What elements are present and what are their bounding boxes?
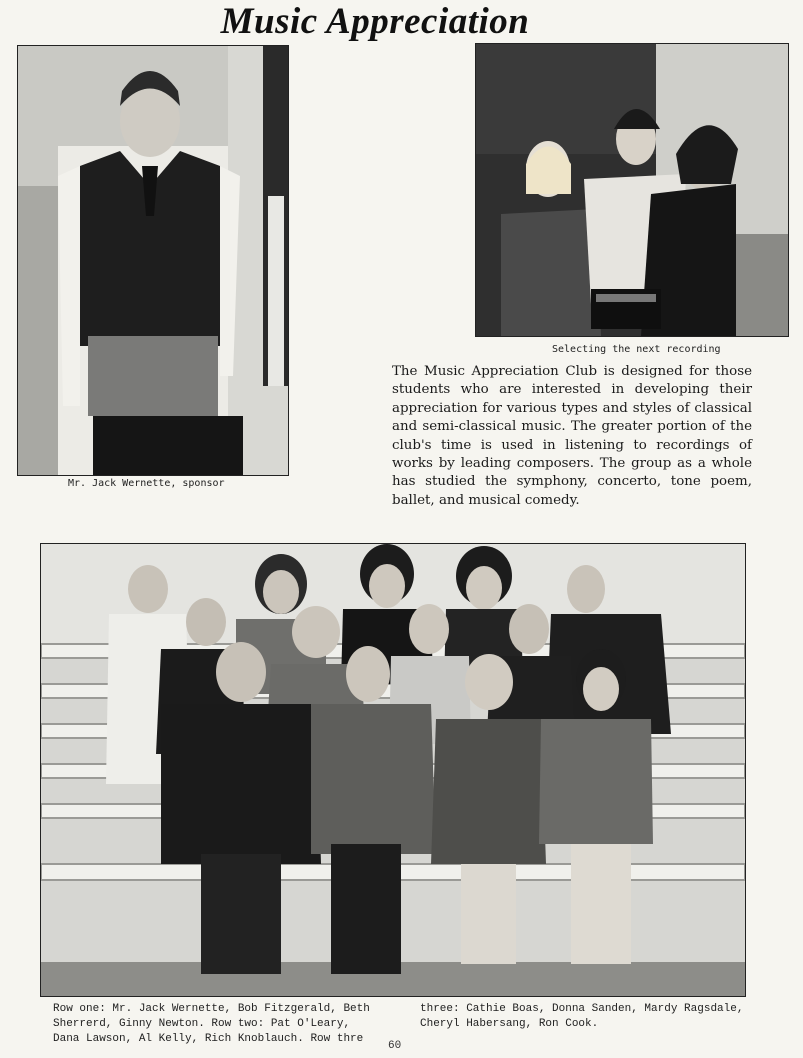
group-photo: [40, 543, 746, 997]
page-title: Music Appreciation: [220, 1, 530, 42]
group-caption-right: three: Cathie Boas, Donna Sanden, Mardy Ragsdale, Cheryl Habersang, Ron Cook.: [420, 1003, 744, 1030]
page-number: 60: [388, 1040, 402, 1052]
sponsor-photo: [17, 45, 289, 476]
recording-photo: [475, 43, 789, 337]
recording-caption: Selecting the next recording: [552, 344, 721, 355]
sponsor-caption: Mr. Jack Wernette, sponsor: [68, 478, 225, 489]
group-caption-left: Row one: Mr. Jack Wernette, Bob Fitzgerald, Beth Sherrerd, Ginny Newton. Row two: Pat O'Leary, Dana Lawson, Al Kelly, Rich Knoblauch. Row thre: [53, 1003, 370, 1045]
club-description: The Music Appreciation Club is designed for those students who are interested in developing their appreciation for various types and styles of classical and semi-classical music. The greater portion of the club's time is used in listening to recordings of works by leading composers. The group as a whole has studied the symphony, concerto, tone poem, ballet, and musical comedy.: [392, 364, 752, 508]
